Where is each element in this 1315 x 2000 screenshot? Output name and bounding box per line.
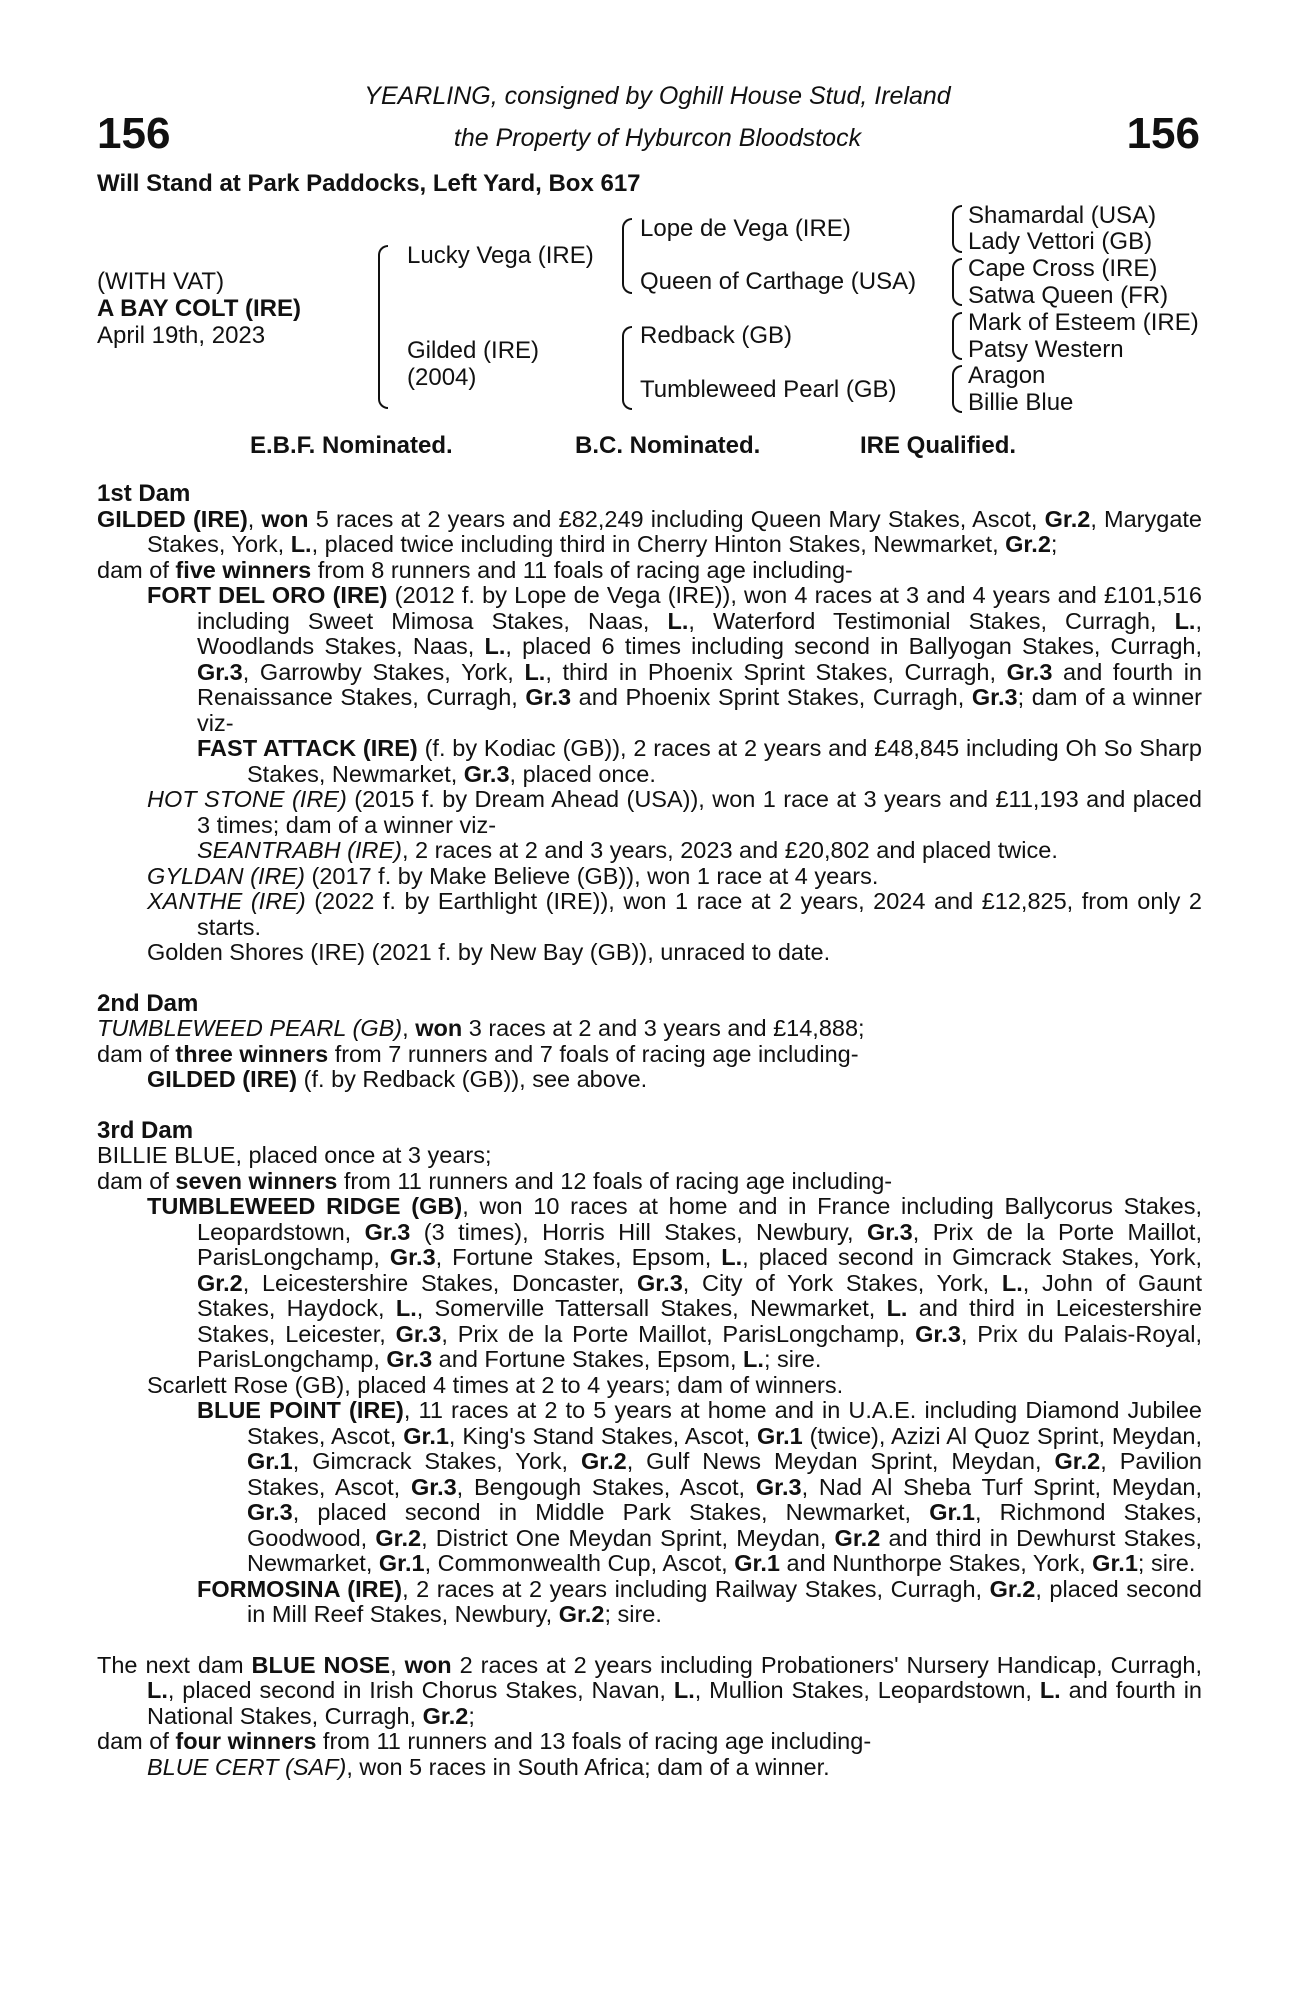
dam-sire-dam: Patsy Western	[968, 336, 1124, 363]
pedigree-entry	[97, 558, 1202, 584]
bold-text: won	[415, 1015, 463, 1041]
dam-dam: Tumbleweed Pearl (GB)	[640, 376, 897, 403]
bold-text: Gr.3	[755, 1473, 802, 1500]
bold-text: seven winners	[175, 1167, 338, 1194]
bold-text: FORMOSINA (IRE)	[197, 1575, 403, 1602]
bold-text: four winners	[175, 1728, 317, 1754]
brace-sire	[622, 218, 632, 294]
text-run: , placed second in Gimcrack Stakes, York,	[742, 1244, 1202, 1270]
bold-text: Gr.2	[989, 1575, 1036, 1602]
text-run: ,	[247, 505, 262, 532]
text-run: Golden Shores (IRE) (2021 f. by New Bay (GB)), unraced to date.	[147, 939, 831, 965]
bold-text: Gr.1	[929, 1499, 975, 1525]
pedigree-entry	[147, 1067, 1202, 1093]
pedigree-entry	[97, 1653, 1202, 1730]
text-run: , Prix de la Porte Maillot, ParisLongchamp,	[441, 1320, 916, 1347]
brace-main	[378, 245, 388, 409]
bold-text: won	[261, 505, 309, 532]
consignor-line: YEARLING, consigned by Oghill House Stud, Ireland	[364, 82, 951, 110]
catalogue-body	[97, 481, 1202, 1780]
text-run: (2015 f. by Dream Ahead (USA)), won 1 race at 3 years and £11,193 and placed 3 times; dam of a winner viz-	[197, 786, 1202, 838]
pedigree-entry	[197, 1398, 1202, 1577]
bold-text: Gr.2	[375, 1524, 422, 1551]
text-run: ; dam of a winner viz-	[197, 684, 1203, 736]
brace-dd	[952, 365, 962, 413]
bc-nomination: B.C. Nominated.	[575, 432, 761, 459]
section-gap	[97, 966, 1202, 991]
bold-text: FORT DEL ORO (IRE)	[147, 582, 388, 608]
bold-text: Gr.1	[1092, 1550, 1138, 1576]
text-run: and third in Dewhurst Stakes, Newmarket,	[247, 1524, 1202, 1576]
text-run: , placed second in Irish Chorus Stakes, Navan,	[167, 1677, 674, 1703]
text-run: BILLIE BLUE, placed once at 3 years;	[97, 1142, 492, 1168]
bold-text: GILDED (IRE)	[147, 1066, 298, 1092]
text-run: (2022 f. by Earthlight (IRE)), won 1 race at 2 years, 2024 and £12,825, from only 2 starts.	[197, 888, 1202, 940]
pedigree-entry	[97, 507, 1202, 558]
bold-text: Gr.1	[378, 1550, 425, 1576]
dam-sire-sire: Mark of Esteem (IRE)	[968, 309, 1199, 336]
bold-text: L.	[524, 658, 546, 685]
text-run: , Richmond Stakes, Goodwood,	[247, 1499, 1202, 1551]
italic-text: GYLDAN (IRE)	[147, 862, 305, 889]
bold-text: L.	[721, 1244, 743, 1270]
italic-text: BLUE CERT (SAF)	[147, 1753, 347, 1780]
text-run: , John of Gaunt Stakes, Haydock,	[197, 1269, 1202, 1321]
dam-year: (2004)	[407, 364, 477, 391]
text-run: , 2 races at 2 years including Railway Stakes, Curragh,	[402, 1575, 990, 1602]
pedigree-entry	[97, 1042, 1202, 1068]
text-run: from 11 runners and 12 foals of racing age including-	[337, 1167, 893, 1194]
text-run: , Garrowby Stakes, York,	[242, 658, 525, 685]
text-run: (twice), Azizi Al Quoz Sprint, Meydan,	[802, 1422, 1203, 1449]
text-run: , Pavilion Stakes, Ascot,	[247, 1448, 1203, 1500]
pedigree-entry	[147, 583, 1202, 736]
pedigree-entry	[197, 838, 1202, 864]
lot-number-right: 156	[1126, 109, 1200, 158]
text-run: 5 races at 2 years and £82,249 including Queen Mary Stakes, Ascot,	[308, 505, 1045, 532]
text-run: , Fortune Stakes, Epsom,	[435, 1244, 722, 1270]
text-run: , Commonwealth Cup, Ascot,	[424, 1550, 735, 1576]
text-run: , 2 races at 2 and 3 years, 2023 and £20,802 and placed twice.	[402, 837, 1058, 863]
text-run: and Nunthorpe Stakes, York,	[779, 1550, 1093, 1576]
bold-text: Gr.3	[197, 658, 243, 685]
bold-text: L.	[1001, 1269, 1023, 1296]
text-run: ;	[468, 1702, 475, 1729]
text-run: , placed second in Middle Park Stakes, Newmarket,	[292, 1499, 930, 1525]
bold-text: Gr.3	[867, 1218, 913, 1245]
bold-text: Gr.2	[1054, 1448, 1101, 1474]
bold-text: TUMBLEWEED RIDGE (GB)	[147, 1193, 463, 1219]
pedigree-entry	[147, 1755, 1202, 1781]
text-run: ,	[390, 1651, 405, 1678]
bold-text: Gr.2	[580, 1448, 627, 1474]
text-run: , placed second in Mill Reef Stakes, Newbury,	[247, 1575, 1202, 1627]
pedigree-entry	[147, 864, 1202, 890]
italic-text: HOT STONE (IRE)	[147, 786, 347, 812]
italic-text: XANTHE (IRE)	[147, 888, 306, 914]
pedigree-entry	[147, 889, 1202, 940]
bold-text: FAST ATTACK (IRE)	[197, 735, 418, 761]
pedigree-entry	[97, 1143, 1202, 1169]
text-run: , Bengough Stakes, Ascot,	[456, 1473, 756, 1500]
text-run: dam of	[97, 556, 176, 583]
bold-text: Gr.2	[197, 1269, 243, 1296]
brace-sd	[952, 258, 962, 306]
pedigree-entry	[147, 940, 1202, 966]
section-heading: 2nd Dam	[97, 989, 199, 1017]
bold-text: Gr.1	[757, 1422, 803, 1449]
text-run: and Fortune Stakes, Epsom,	[432, 1346, 744, 1372]
bold-text: Gr.3	[386, 1346, 433, 1372]
pedigree-entry	[197, 1577, 1202, 1628]
vat-label: (WITH VAT)	[97, 268, 225, 295]
text-run: , third in Phoenix Sprint Stakes, Curragh,	[545, 658, 1007, 685]
dam-sire: Redback (GB)	[640, 322, 793, 349]
bold-text: L.	[395, 1295, 417, 1321]
text-run: , Prix de la Porte Maillot, ParisLongchamp,	[197, 1218, 1202, 1270]
text-run: , Gulf News Meydan Sprint, Meydan,	[626, 1448, 1055, 1474]
brace-dam	[622, 326, 632, 410]
text-run: , Nad Al Sheba Turf Sprint, Meydan,	[801, 1473, 1202, 1500]
text-run: and third in Leicestershire Stakes, Leicester,	[197, 1295, 1202, 1347]
pedigree-entry	[97, 1729, 1202, 1755]
ebf-nomination: E.B.F. Nominated.	[250, 432, 453, 459]
bold-text: BLUE NOSE	[251, 1651, 391, 1678]
text-run: ;	[1050, 531, 1058, 557]
text-run: (f. by Kodiac (GB)), 2 races at 2 years and £48,845 including Oh So Sharp Stakes, Newmarket,	[247, 735, 1202, 787]
bold-text: Gr.3	[410, 1473, 457, 1500]
ire-qualification: IRE Qualified.	[860, 432, 1017, 459]
bold-text: L.	[290, 531, 312, 557]
text-run: and Phoenix Sprint Stakes, Curragh,	[571, 684, 972, 710]
text-run: (3 times), Horris Hill Stakes, Newbury,	[410, 1218, 868, 1245]
text-run: and fourth in National Stakes, Curragh,	[147, 1677, 1202, 1729]
bold-text: Gr.3	[525, 684, 572, 710]
text-run: , Gimcrack Stakes, York,	[292, 1448, 581, 1474]
bold-text: won	[404, 1651, 452, 1678]
horse-name: A BAY COLT (IRE)	[97, 295, 302, 322]
bold-text: L.	[1039, 1677, 1061, 1703]
text-run: ,	[402, 1015, 416, 1041]
section-gap	[97, 1628, 1202, 1653]
text-run: , placed 6 times including second in Ballyogan Stakes, Curragh,	[505, 633, 1202, 659]
bold-text: L.	[484, 633, 506, 659]
text-run: dam of	[97, 1167, 176, 1194]
text-run: , Waterford Testimonial Stakes, Curragh,	[688, 607, 1175, 634]
italic-text: TUMBLEWEED PEARL (GB)	[97, 1015, 403, 1041]
text-run: and fourth in Renaissance Stakes, Curragh,	[197, 658, 1202, 710]
bold-text: Gr.3	[915, 1320, 961, 1347]
bold-text: Gr.2	[558, 1601, 605, 1627]
text-run: , King's Stand Stakes, Ascot,	[448, 1422, 758, 1449]
text-run: ; sire.	[1137, 1550, 1196, 1576]
text-run: , Leicestershire Stakes, Doncaster,	[242, 1269, 638, 1296]
text-run: (2012 f. by Lope de Vega (IRE)), won 4 races at 3 and 4 years and £101,516 including Sweet Mimosa Stakes, Naas,	[197, 582, 1202, 634]
dam-dam-dam: Billie Blue	[968, 389, 1074, 416]
text-run: ; sire.	[763, 1346, 822, 1372]
bold-text: Gr.3	[1006, 658, 1053, 685]
text-run: , Prix du Palais-Royal, ParisLongchamp,	[197, 1320, 1202, 1372]
bold-text: L.	[147, 1677, 168, 1703]
bold-text: L.	[886, 1295, 908, 1321]
bold-text: Gr.3	[395, 1320, 442, 1347]
text-run: , placed twice including third in Cherry Hinton Stakes, Newmarket,	[311, 531, 1006, 557]
sire-sire: Lope de Vega (IRE)	[640, 215, 851, 242]
dam-dam-sire: Aragon	[968, 362, 1046, 389]
text-run: , won 10 races at home and in France including Ballycorus Stakes, Leopardstown,	[197, 1193, 1202, 1245]
brace-ds	[952, 312, 962, 360]
bold-text: Gr.1	[403, 1422, 449, 1449]
sire-dam-dam: Satwa Queen (FR)	[968, 282, 1169, 309]
pedigree-entry	[97, 1016, 1202, 1042]
text-run: Scarlett Rose (GB), placed 4 times at 2 to 4 years; dam of winners.	[147, 1371, 844, 1398]
text-run: , City of York Stakes, York,	[682, 1269, 1002, 1296]
bold-text: L.	[667, 607, 689, 634]
text-run: , won 5 races in South Africa; dam of a winner.	[346, 1753, 830, 1780]
text-run: dam of	[97, 1040, 176, 1067]
bold-text: Gr.1	[247, 1448, 293, 1474]
text-run: 3 races at 2 and 3 years and £14,888;	[462, 1015, 865, 1041]
sire-name: Lucky Vega (IRE)	[407, 242, 594, 269]
bold-text: BLUE POINT (IRE)	[197, 1397, 404, 1423]
text-run: , District One Meydan Sprint, Meydan,	[421, 1524, 835, 1551]
bold-text: Gr.2	[834, 1524, 881, 1551]
text-run: from 7 runners and 7 foals of racing age including-	[328, 1040, 859, 1067]
bold-text: Gr.3	[389, 1244, 436, 1270]
sire-dam: Queen of Carthage (USA)	[640, 268, 917, 295]
property-line: the Property of Hyburcon Bloodstock	[453, 124, 862, 152]
bold-text: GILDED (IRE)	[97, 505, 248, 532]
text-run: , 11 races at 2 to 5 years at home and in U.A.E. including Diamond Jubilee Stakes, Ascot,	[247, 1397, 1202, 1449]
section-heading: 1st Dam	[97, 480, 191, 507]
section-heading: 3rd Dam	[97, 1116, 194, 1144]
bold-text: Gr.3	[637, 1269, 683, 1296]
dam-name: Gilded (IRE)	[407, 337, 540, 364]
text-run: , Woodlands Stakes, Naas,	[197, 607, 1202, 659]
pedigree-entry	[147, 1194, 1202, 1373]
bold-text: Gr.3	[971, 684, 1018, 710]
text-run: from 8 runners and 11 foals of racing age including-	[311, 556, 853, 583]
bold-text: Gr.1	[734, 1550, 780, 1576]
text-run: The next dam	[97, 1651, 252, 1678]
section-gap	[97, 1093, 1202, 1118]
text-run: (2017 f. by Make Believe (GB)), won 1 race at 4 years.	[305, 862, 879, 889]
text-run: dam of	[97, 1728, 176, 1754]
lot-number-left: 156	[97, 109, 171, 158]
text-run: , Somerville Tattersall Stakes, Newmarket,	[416, 1295, 887, 1321]
brace-ss	[952, 205, 962, 253]
bold-text: Gr.2	[422, 1702, 469, 1729]
text-run: , Marygate Stakes, York,	[147, 505, 1202, 557]
bold-text: L.	[673, 1677, 695, 1703]
bold-text: Gr.2	[1044, 505, 1091, 532]
text-run: ; sire.	[604, 1601, 662, 1627]
bold-text: L.	[1174, 607, 1196, 634]
foaling-date: April 19th, 2023	[97, 322, 266, 349]
bold-text: L.	[743, 1346, 764, 1372]
pedigree-entry	[147, 787, 1202, 838]
text-run: , placed once.	[509, 760, 656, 787]
bold-text: five winners	[175, 556, 312, 583]
bold-text: Gr.3	[463, 760, 510, 787]
sire-sire-dam: Lady Vettori (GB)	[968, 228, 1153, 255]
pedigree-entry	[97, 1169, 1202, 1195]
pedigree-entry	[147, 1373, 1202, 1399]
bold-text: Gr.3	[247, 1499, 293, 1525]
bold-text: three winners	[175, 1040, 329, 1067]
location-line: Will Stand at Park Paddocks, Left Yard, Box 617	[97, 170, 641, 197]
italic-text: SEANTRABH (IRE)	[197, 837, 402, 863]
text-run: (f. by Redback (GB)), see above.	[297, 1066, 648, 1092]
sire-sire-sire: Shamardal (USA)	[968, 202, 1157, 229]
pedigree-entry	[197, 736, 1202, 787]
text-run: , Mullion Stakes, Leopardstown,	[694, 1677, 1040, 1703]
bold-text: Gr.2	[1005, 531, 1051, 557]
bold-text: Gr.3	[364, 1218, 411, 1245]
text-run: from 11 runners and 13 foals of racing age including-	[316, 1728, 872, 1754]
sire-dam-sire: Cape Cross (IRE)	[968, 255, 1158, 282]
text-run: 2 races at 2 years including Probationers' Nursery Handicap, Curragh,	[451, 1651, 1202, 1678]
